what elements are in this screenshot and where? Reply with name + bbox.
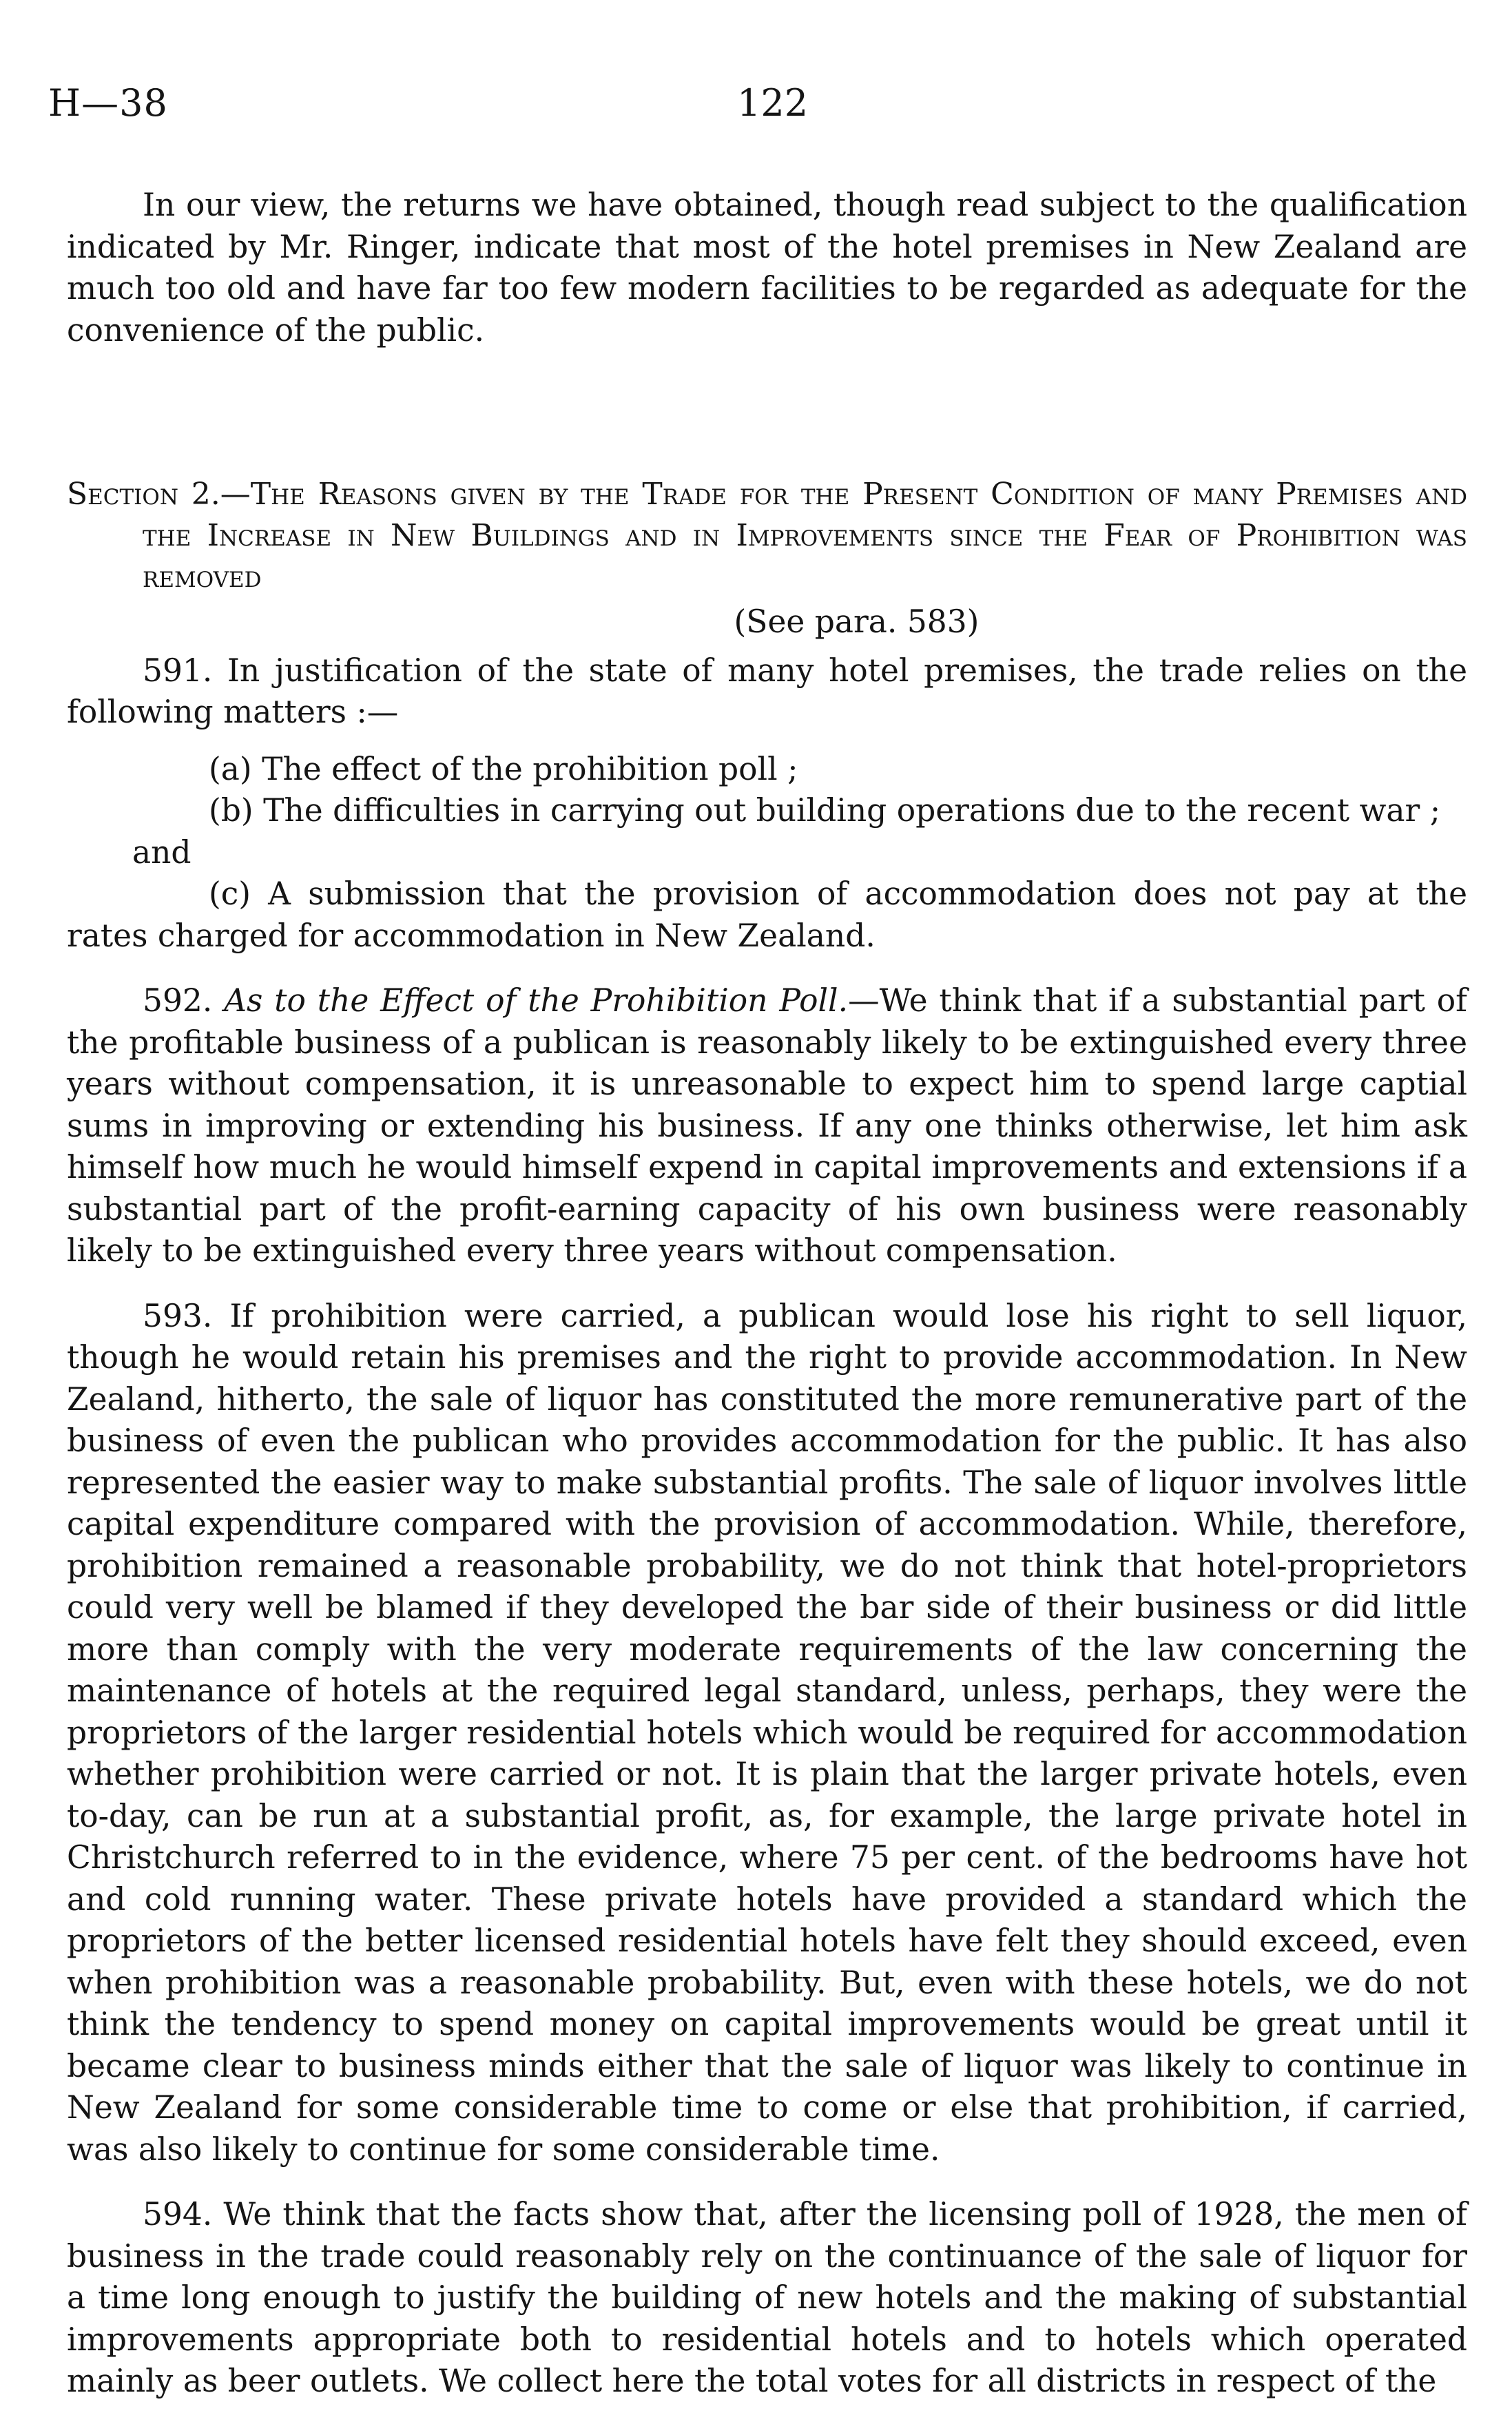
list-item-a: (a) The effect of the prohibition poll ; [209, 750, 798, 787]
list-item-b: (b) The difficulties in carrying out building operations due to the recent war ; [209, 792, 1441, 829]
page-body [67, 185, 1467, 2403]
intro-paragraph: In our view, the returns we have obtained, though read subject to the qualification indicated by Mr. Ringer, indicate that most of the hotel premises in New Zealand are much too old and have far too few modern facilities to be regarded as adequate for the convenience of the public. [67, 187, 1467, 349]
paragraph-594: 594. We think that the facts show that, after the licensing poll of 1928, the men of business in the trade could reasonably rely on the continuance of the sale of liquor for a time long enough to justify the building of new hotels and the making of substantial improvements appropriate both to residential hotels and to hotels which operated mainly as beer outlets. We collect here the total votes for all districts in respect of the [67, 2196, 1467, 2399]
page-header [48, 81, 1460, 136]
paragraph-592-text: —We think that if a substantial part of the profitable business of a publican is reasonably likely to be extinguished every three years without compensation, it is unreasonable to expect him to spend large captial sums in improving or extending his business. If any one thinks otherwise, let him ask himself how much he would himself expend in capital improvements and extensions if a substantial part of the profit-earning capacity of his own business were reasonably likely to be extinguished every three years without compensation. [67, 982, 1468, 1269]
document-reference: H—38 [48, 81, 168, 125]
list-item-c: (c) A submission that the provision of accommodation does not pay at the rates charged for accommodation in New Zealand. [67, 875, 1467, 954]
paragraph-592-number: 592. [143, 982, 213, 1019]
paragraph-591-lead: 591. In justification of the state of many hotel premises, the trade relies on the following matters :— [67, 652, 1467, 730]
paragraph-592-title: As to the Effect of the Prohibition Poll. [224, 982, 849, 1019]
page-number: 122 [737, 81, 809, 125]
see-para-reference: (See para. 583) [734, 603, 980, 640]
section-heading: Section 2.—The Reasons given by the Trade for the Present Condition of many Premises and the Increase in New Buildings and in Improvements since the Fear of Prohibition was removed [67, 477, 1467, 594]
list-conjunction: and [132, 833, 191, 871]
paragraph-593: 593. If prohibition were carried, a publican would lose his right to sell liquor, though he would retain his premises and the right to provide accommodation. In New Zealand, hitherto, the sale of liquor has constituted the more remunerative part of the business of even the publican who provides accommodation for the public. It has also represented the easier way to make substantial profits. The sale of liquor involves little capital expenditure compared with the provision of accommodation. While, therefore, prohibition remained a reasonable probability, we do not think that hotel-proprietors could very well be blamed if they developed the bar side of their business or did little more than comply with the very moderate requirements of the law concerning the maintenance of hotels at the required legal standard, unless, perhaps, they were the proprietors of the larger residential hotels which would be required for accommodation whether prohibition were carried or not. It is plain that the larger private hotels, even to-day, can be run at a substantial profit, as, for example, the large private hotel in Christchurch referred to in the evidence, where 75 per cent. of the bedrooms have hot and cold running water. These private hotels have provided a standard which the proprietors of the better licensed residential hotels have felt they should exceed, even when prohibition was a reasonable probability. But, even with these hotels, we do not think the tendency to spend money on capital improvements would be great until it became clear to business minds either that the sale of liquor was likely to continue in New Zealand for some considerable time to come or else that prohibition, if carried, was also likely to continue for some considerable time. [67, 1297, 1467, 2168]
paragraph-592 [67, 980, 1467, 1272]
